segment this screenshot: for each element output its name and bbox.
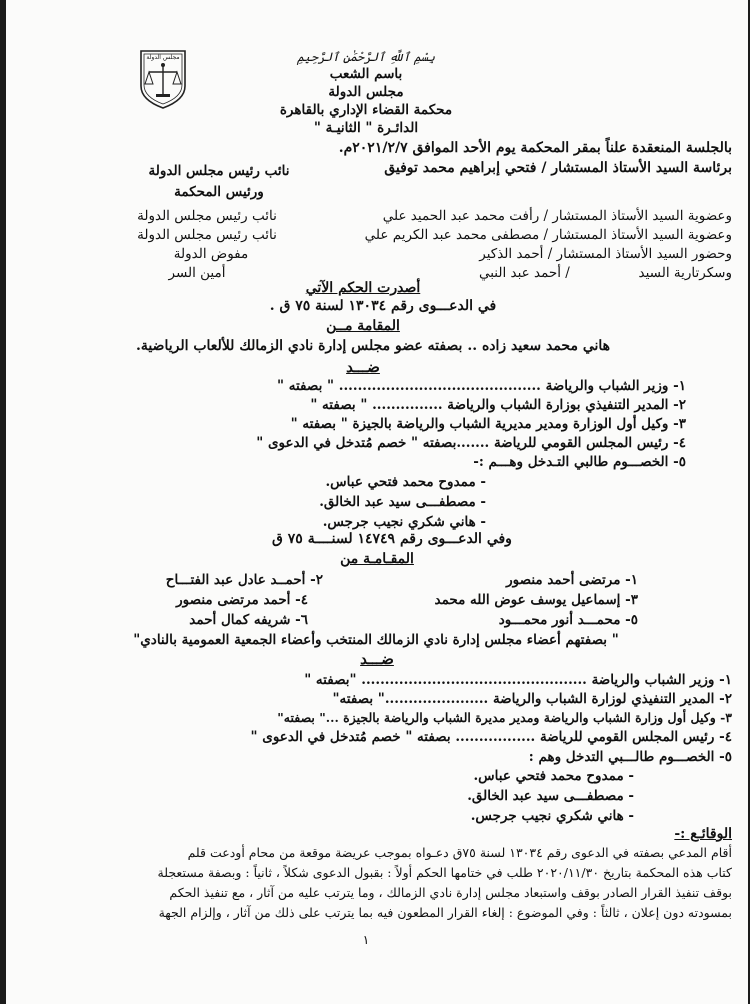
facts-heading: الوقائـع :-	[674, 826, 732, 842]
case1-intervener-1: - ممدوح محمد فتحي عباس.	[325, 474, 486, 490]
session-date: بالجلسة المنعقدة علناً بمقر المحكمة يوم الأحد الموافق ٢٠٢١/٢/٧م.	[338, 140, 732, 156]
case1-defendant-5: ٥- الخصـــوم طالبي التـدخل وهـــم :-	[473, 454, 686, 470]
document-page	[6, 0, 748, 1004]
title-vice-president: نائب رئيس مجلس الدولة	[148, 163, 290, 179]
facts-line-3: بوقف تنفيذ القرار الصادر بوقف واستبعاد مجلس إدارة نادي الزمالك ، وما يترتب عليه من آثار ، مع تنفيذ الحكم	[169, 885, 732, 900]
ruling-heading: أصدرت الحكم الآتي	[305, 280, 421, 296]
case2-intervener-3: - هاني شكري نجيب جرجس.	[470, 808, 634, 824]
case1-defendant-1: ١- وزير الشباب والرياضة ........................................... " بصفته "	[277, 378, 686, 394]
title-commissioner: مفوض الدولة	[173, 246, 249, 262]
case1-intervener-2: - مصطفـــى سيد عبد الخالق.	[319, 494, 486, 510]
header-people: باسم الشعب	[329, 66, 403, 82]
page-number: ١	[362, 932, 370, 947]
header-council: مجلس الدولة	[328, 84, 404, 100]
case2-plaintiff-3: ٣- إسماعيل يوسف عوض الله محمد	[434, 592, 638, 608]
case2-plaintiff-5: ٥- محمـــد أنور محمـــود	[498, 612, 638, 628]
case2-intervener-2: - مصطفـــى سيد عبد الخالق.	[467, 788, 634, 804]
basmala: بِسْمِ ٱللَّهِ ٱلرَّحْمَٰنِ ٱلرَّحِيمِ	[296, 50, 435, 64]
logo-caption: مجلس الدولة	[146, 54, 180, 61]
case2-number: وفي الدعـــوى رقم ١٤٧٤٩ لسنــــة ٧٥ ق	[272, 531, 512, 547]
title-secretary: أمين السر	[168, 265, 226, 281]
commissioner: وحضور السيد الأستاذ المستشار / أحمد الذكير	[479, 246, 732, 262]
case1-defendant-3: ٣- وكيل أول الوزارة ومدير مديرية الشباب والرياضة بالجيزة " بصفته "	[290, 416, 686, 432]
case2-filed-by: المقـامـة من	[340, 551, 414, 567]
case2-capacity: " بصفتهم أعضاء مجلس إدارة نادي الزمالك المنتخب وأعضاء الجمعية العمومية بالنادي"	[133, 632, 619, 648]
title-member-2: نائب رئيس مجلس الدولة	[137, 227, 277, 243]
facts-line-4: بمسودته دون إعلان ، ثالثاً : وفي الموضوع : إلغاء القرار المطعون فيه بما يترتب على ذلك من آثار ، وإلزام الجهة	[158, 905, 732, 920]
case1-against: ضـــد	[346, 358, 380, 376]
case2-plaintiff-1: ١- مرتضى أحمد منصور	[506, 572, 638, 588]
header-circuit: الدائـرة " الثانيـة "	[313, 120, 419, 136]
case2-defendant-4: ٤- رئيس المجلس القومي للرياضة ................. بصفته " خصم مُتدخل في الدعوى "	[250, 729, 732, 745]
case1-plaintiff: هاني محمد سعيد زاده .. بصفته عضو مجلس إدارة نادي الزمالك للألعاب الرياضية.	[135, 338, 611, 354]
case2-plaintiff-6: ٦- شريفه كمال أحمد	[189, 612, 308, 628]
title-member-1: نائب رئيس مجلس الدولة	[137, 208, 277, 224]
session-president: برئاسة السيد الأستاذ المستشار / فتحي إبراهيم محمد توفيق	[384, 160, 732, 176]
member-2: وعضوية السيد الأستاذ المستشار / مصطفى محمد عبد الكريم علي	[364, 227, 732, 243]
case1-defendant-2: ٢- المدير التنفيذي بوزارة الشباب والرياضة ............... " بصفته "	[310, 397, 686, 413]
case2-defendant-1: ١- وزير الشباب والرياضة ................................................ "بصفته "	[304, 672, 732, 688]
facts-line-2: كتاب هذه المحكمة بتاريخ ٢٠٢٠/١١/٣٠ طلب في ختامها الحكم أولاً : بقبول الدعوى شكلاً ، ثانياً : وبصفة مستعجلة	[157, 865, 732, 880]
case1-number: في الدعـــوى رقم ١٣٠٣٤ لسنة ٧٥ ق .	[269, 298, 497, 314]
title-court-president: ورئيس المحكمة	[174, 184, 264, 200]
case1-intervener-3: - هاني شكري نجيب جرجس.	[322, 514, 486, 530]
member-1: وعضوية السيد الأستاذ المستشار / رأفت محمد عبد الحميد علي	[382, 208, 732, 224]
case1-defendant-4: ٤- رئيس المجلس القومي للرياضة .......بصفته " خصم مُتدخل في الدعوى "	[256, 435, 686, 451]
facts-line-1: أقام المدعي بصفته في الدعوى رقم ١٣٠٣٤ لسنة ٧٥ق دعـواه بموجب عريضة موقعة من محام أودعت قلم	[187, 845, 732, 860]
case2-defendant-3: ٣- وكيل أول وزارة الشباب والرياضة ومدير مديرة الشباب والرياضة بالجيزة ..." بصفته"	[277, 710, 732, 725]
header-court: محكمة القضاء الإداري بالقاهرة	[279, 102, 453, 118]
case2-defendant-2: ٢- المدير التنفيذي لوزارة الشباب والرياضة ......................" بصفته"	[332, 691, 732, 707]
case2-plaintiff-2: ٢- أحمــد عادل عبد الفتـــاح	[165, 572, 323, 588]
case1-filed-by: المقامة مــن	[326, 318, 400, 334]
case2-plaintiff-4: ٤- أحمد مرتضى منصور	[176, 592, 308, 608]
secretary: وسكرتارية السيد / أحمد عبد النبي	[478, 265, 732, 281]
case2-against: ضـــد	[360, 650, 394, 668]
case2-intervener-1: - ممدوح محمد فتحي عباس.	[473, 768, 634, 784]
case2-defendant-5: ٥- الخصـــوم طالـــبي التدخل وهم :	[528, 749, 732, 765]
